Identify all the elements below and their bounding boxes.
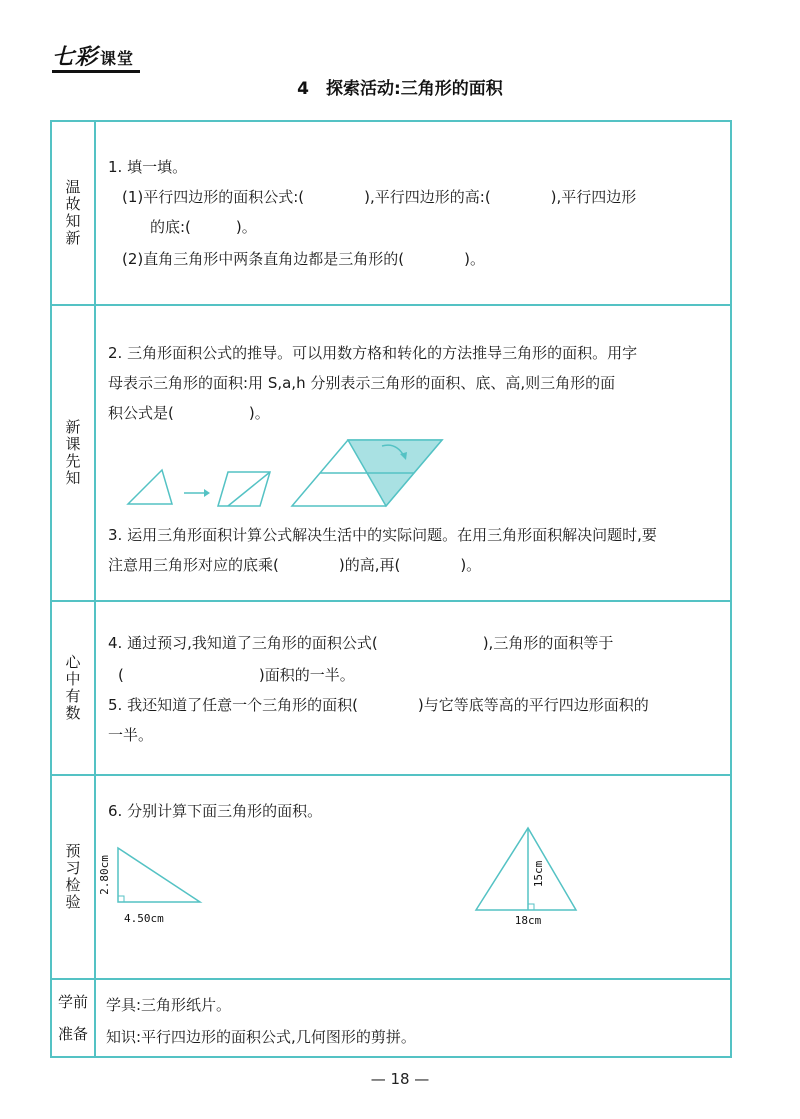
- brand-suffix: 课堂: [100, 49, 135, 68]
- section-check: [52, 774, 730, 978]
- parallelogram-diagonal: [228, 472, 270, 506]
- worksheet-table: [50, 120, 732, 1058]
- question-5: 5. 我还知道了任意一个三角形的面积( )与它等底等高的平行四边形面积的: [108, 696, 649, 714]
- question-1: 1. 填一填。: [108, 158, 188, 176]
- section-content-check: [98, 776, 720, 978]
- question-2-cont: 母表示三角形的面积:用 S,a,h 分别表示三角形的面积、底、高,则三角形的面: [108, 374, 616, 392]
- section-label-mind: 心中有数: [52, 602, 96, 774]
- small-triangle: [128, 470, 172, 504]
- section-review: [52, 122, 730, 304]
- section-label-check: 预习检验: [52, 776, 96, 978]
- page-title: 4 探索活动:三角形的面积: [297, 79, 503, 99]
- page-number: — 18 —: [370, 1070, 430, 1088]
- derivation-figure: [126, 430, 446, 508]
- prep-knowledge: 知识:平行四边形的面积公式,几何图形的剪拼。: [106, 1028, 416, 1046]
- question-1-1-cont: 的底:( )。: [150, 218, 257, 236]
- prep-tools: 学具:三角形纸片。: [106, 996, 232, 1014]
- section-mind: [52, 600, 730, 774]
- fig1-base-label: 4.50cm: [124, 912, 164, 925]
- brand-underline: [52, 70, 140, 73]
- question-6: 6. 分别计算下面三角形的面积。: [108, 802, 323, 820]
- section-content-prep: [108, 980, 720, 1056]
- question-3: 3. 运用三角形面积计算公式解决生活中的实际问题。在用三角形面积解决问题时,要: [108, 526, 657, 544]
- question-2: 2. 三角形面积公式的推导。可以用数方格和转化的方法推导三角形的面积。用字: [108, 344, 638, 362]
- fig1-height-label: 2.80cm: [98, 855, 111, 895]
- section-content-mind: [108, 602, 720, 774]
- isosceles-triangle: [476, 828, 576, 910]
- section-prep: [52, 978, 730, 1056]
- parallelogram: [218, 472, 270, 506]
- section-content-new: [108, 306, 720, 600]
- right-angle-mark: [118, 896, 124, 902]
- question-3-cont: 注意用三角形对应的底乘( )的高,再( )。: [108, 556, 482, 574]
- question-5-cont: 一半。: [108, 726, 154, 744]
- section-label-new: 新课先知: [52, 306, 96, 600]
- question-1-1: (1)平行四边形的面积公式:( ),平行四边形的高:( ),平行四边形: [122, 188, 637, 206]
- isosceles-triangle-figure: [470, 824, 590, 928]
- question-4-cont: ( )面积的一半。: [118, 666, 355, 684]
- right-triangle: [118, 848, 200, 902]
- height-right-angle-mark: [528, 904, 534, 910]
- question-2-formula: 积公式是( )。: [108, 404, 270, 422]
- brand-logo: [52, 40, 134, 71]
- fig2-height-label: 15cm: [532, 860, 545, 888]
- section-content-review: [108, 122, 720, 304]
- brand-name: 七彩: [52, 44, 99, 70]
- arrow-head: [204, 489, 210, 497]
- section-label-prep: 学前 准备: [52, 980, 96, 1056]
- question-4: 4. 通过预习,我知道了三角形的面积公式( ),三角形的面积等于: [108, 634, 614, 652]
- section-label-review: 温故知新: [52, 122, 96, 304]
- right-triangle-figure: [88, 838, 238, 928]
- fig2-base-label: 18cm: [514, 914, 542, 927]
- question-1-2: (2)直角三角形中两条直角边都是三角形的( )。: [122, 250, 485, 268]
- section-new: [52, 304, 730, 600]
